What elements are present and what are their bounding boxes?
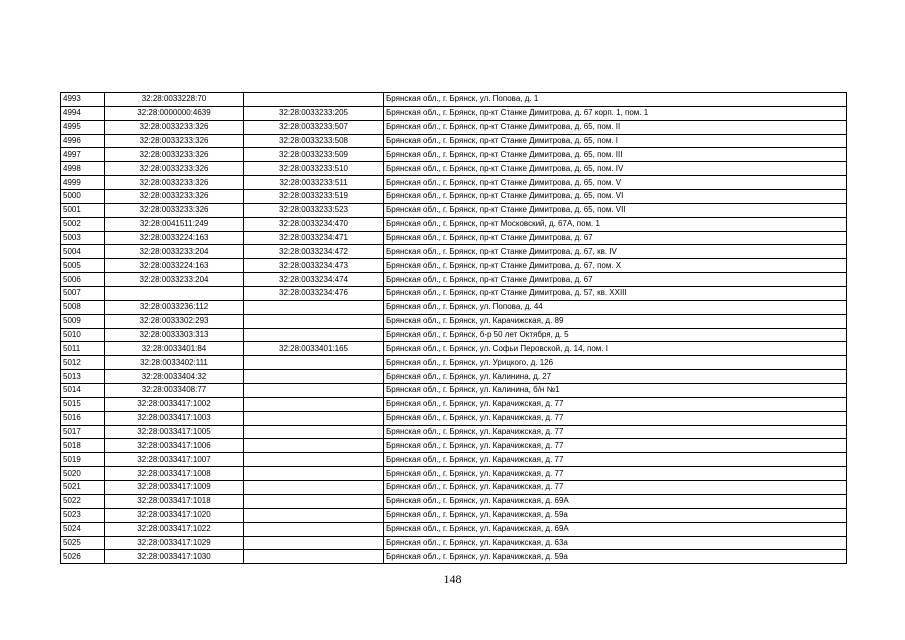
- address-cell: Брянская обл., г. Брянск, ул. Урицкого, д. 126: [384, 356, 847, 370]
- row-number-cell: 5020: [61, 467, 105, 481]
- address-cell: Брянская обл., г. Брянск, ул. Карачижская, д. 77: [384, 467, 847, 481]
- row-number-cell: 5012: [61, 356, 105, 370]
- cadastral-number-cell: 32:28:0033417:1009: [105, 481, 244, 495]
- cadastral-number-cell: 32:28:0033233:326: [105, 120, 244, 134]
- table-row: [61, 134, 847, 148]
- table-row: [61, 190, 847, 204]
- premises-cadastral-number-cell: [244, 356, 384, 370]
- table-row: [61, 273, 847, 287]
- table-row: [61, 106, 847, 120]
- cadastral-number-cell: 32:28:0033417:1020: [105, 508, 244, 522]
- cadastral-number-cell: 32:28:0033233:326: [105, 148, 244, 162]
- premises-cadastral-number-cell: [244, 439, 384, 453]
- row-number-cell: 5014: [61, 384, 105, 398]
- address-cell: Брянская обл., г. Брянск, ул. Софьи Перовской, д. 14, пом. I: [384, 342, 847, 356]
- row-number-cell: 5016: [61, 411, 105, 425]
- row-number-cell: 5022: [61, 494, 105, 508]
- premises-cadastral-number-cell: 32:28:0033233:509: [244, 148, 384, 162]
- table-row: [61, 259, 847, 273]
- cadastral-number-cell: 32:28:0041511:249: [105, 217, 244, 231]
- premises-cadastral-number-cell: 32:28:0033233:205: [244, 106, 384, 120]
- address-cell: Брянская обл., г. Брянск, ул. Карачижская, д. 63а: [384, 536, 847, 550]
- table-row: [61, 120, 847, 134]
- table-row: [61, 467, 847, 481]
- row-number-cell: 5010: [61, 328, 105, 342]
- cadastral-number-cell: 32:28:0033417:1008: [105, 467, 244, 481]
- cadastral-number-cell: 32:28:0033224:163: [105, 259, 244, 273]
- cadastral-number-cell: 32:28:0033417:1007: [105, 453, 244, 467]
- cadastral-number-cell: 32:28:0033401:84: [105, 342, 244, 356]
- table-row: [61, 300, 847, 314]
- table-row: [61, 481, 847, 495]
- premises-cadastral-number-cell: [244, 411, 384, 425]
- cadastral-number-cell: 32:28:0033417:1006: [105, 439, 244, 453]
- address-cell: Брянская обл., г. Брянск, ул. Попова, д. 1: [384, 93, 847, 107]
- row-number-cell: 5023: [61, 508, 105, 522]
- address-cell: Брянская обл., г. Брянск, ул. Карачижская, д. 69А: [384, 522, 847, 536]
- row-number-cell: 5003: [61, 231, 105, 245]
- row-number-cell: 5017: [61, 425, 105, 439]
- address-cell: Брянская обл., г. Брянск, пр-кт Станке Димитрова, д. 65, пом. III: [384, 148, 847, 162]
- row-number-cell: 5002: [61, 217, 105, 231]
- table-row: [61, 453, 847, 467]
- cadastral-number-cell: 32:28:0033228:70: [105, 93, 244, 107]
- premises-cadastral-number-cell: [244, 397, 384, 411]
- premises-cadastral-number-cell: 32:28:0033234:474: [244, 273, 384, 287]
- table-row: [61, 176, 847, 190]
- address-cell: Брянская обл., г. Брянск, ул. Карачижская, д. 77: [384, 397, 847, 411]
- cadastral-number-cell: 32:28:0033408:77: [105, 384, 244, 398]
- page-number: 148: [443, 572, 462, 586]
- row-number-cell: 4993: [61, 93, 105, 107]
- table-row: [61, 508, 847, 522]
- cadastral-number-cell: 32:28:0033233:326: [105, 162, 244, 176]
- premises-cadastral-number-cell: [244, 453, 384, 467]
- address-cell: Брянская обл., г. Брянск, пр-кт Московский, д. 67А, пом. 1: [384, 217, 847, 231]
- cadastral-number-cell: 32:28:0033233:326: [105, 134, 244, 148]
- row-number-cell: 4996: [61, 134, 105, 148]
- table-row: [61, 342, 847, 356]
- cadastral-number-cell: 32:28:0033233:326: [105, 203, 244, 217]
- row-number-cell: 5004: [61, 245, 105, 259]
- row-number-cell: 4998: [61, 162, 105, 176]
- row-number-cell: 5006: [61, 273, 105, 287]
- premises-cadastral-number-cell: 32:28:0033233:507: [244, 120, 384, 134]
- address-cell: Брянская обл., г. Брянск, ул. Карачижская, д. 77: [384, 425, 847, 439]
- premises-cadastral-number-cell: 32:28:0033234:470: [244, 217, 384, 231]
- premises-cadastral-number-cell: 32:28:0033233:511: [244, 176, 384, 190]
- address-cell: Брянская обл., г. Брянск, пр-кт Станке Димитрова, д. 65, пом. VII: [384, 203, 847, 217]
- row-number-cell: 5024: [61, 522, 105, 536]
- address-cell: Брянская обл., г. Брянск, пр-кт Станке Димитрова, д. 65, пом. I: [384, 134, 847, 148]
- premises-cadastral-number-cell: 32:28:0033233:508: [244, 134, 384, 148]
- row-number-cell: 5007: [61, 287, 105, 301]
- premises-cadastral-number-cell: [244, 370, 384, 384]
- address-cell: Брянская обл., г. Брянск, ул. Карачижская, д. 77: [384, 439, 847, 453]
- address-cell: Брянская обл., г. Брянск, пр-кт Станке Димитрова, д. 65, пом. V: [384, 176, 847, 190]
- premises-cadastral-number-cell: [244, 550, 384, 564]
- property-register-table: [60, 92, 847, 564]
- table-row: [61, 356, 847, 370]
- row-number-cell: 4997: [61, 148, 105, 162]
- table-row: [61, 494, 847, 508]
- cadastral-number-cell: 32:28:0033224:163: [105, 231, 244, 245]
- table-row: [61, 245, 847, 259]
- row-number-cell: 4995: [61, 120, 105, 134]
- table-row: [61, 536, 847, 550]
- address-cell: Брянская обл., г. Брянск, ул. Карачижская, д. 77: [384, 453, 847, 467]
- cadastral-number-cell: 32:28:0033302:293: [105, 314, 244, 328]
- row-number-cell: 5008: [61, 300, 105, 314]
- address-cell: Брянская обл., г. Брянск, пр-кт Станке Димитрова, д. 65, пом. II: [384, 120, 847, 134]
- premises-cadastral-number-cell: 32:28:0033234:476: [244, 287, 384, 301]
- cadastral-number-cell: 32:28:0033417:1003: [105, 411, 244, 425]
- table-body: [61, 93, 847, 564]
- table-row: [61, 231, 847, 245]
- address-cell: Брянская обл., г. Брянск, ул. Калинина, б/н №1: [384, 384, 847, 398]
- premises-cadastral-number-cell: [244, 508, 384, 522]
- cadastral-number-cell: 32:28:0033402:111: [105, 356, 244, 370]
- table-row: [61, 148, 847, 162]
- cadastral-number-cell: 32:28:0000000:4639: [105, 106, 244, 120]
- premises-cadastral-number-cell: [244, 425, 384, 439]
- address-cell: Брянская обл., г. Брянск, пр-кт Станке Димитрова, д. 67: [384, 273, 847, 287]
- row-number-cell: 5015: [61, 397, 105, 411]
- address-cell: Брянская обл., г. Брянск, ул. Калинина, д. 27: [384, 370, 847, 384]
- row-number-cell: 4999: [61, 176, 105, 190]
- table-row: [61, 411, 847, 425]
- row-number-cell: 5019: [61, 453, 105, 467]
- table-row: [61, 93, 847, 107]
- address-cell: Брянская обл., г. Брянск, ул. Карачижская, д. 59а: [384, 550, 847, 564]
- address-cell: Брянская обл., г. Брянск, ул. Попова, д. 44: [384, 300, 847, 314]
- premises-cadastral-number-cell: 32:28:0033233:519: [244, 190, 384, 204]
- table-row: [61, 550, 847, 564]
- premises-cadastral-number-cell: [244, 328, 384, 342]
- row-number-cell: 5013: [61, 370, 105, 384]
- cadastral-number-cell: 32:28:0033303:313: [105, 328, 244, 342]
- row-number-cell: 4994: [61, 106, 105, 120]
- row-number-cell: 5011: [61, 342, 105, 356]
- table-row: [61, 328, 847, 342]
- row-number-cell: 5026: [61, 550, 105, 564]
- premises-cadastral-number-cell: 32:28:0033234:473: [244, 259, 384, 273]
- address-cell: Брянская обл., г. Брянск, ул. Карачижская, д. 89: [384, 314, 847, 328]
- table-row: [61, 162, 847, 176]
- cadastral-number-cell: 32:28:0033233:326: [105, 190, 244, 204]
- address-cell: Брянская обл., г. Брянск, пр-кт Станке Димитрова, д. 57, кв. XXIII: [384, 287, 847, 301]
- address-cell: Брянская обл., г. Брянск, пр-кт Станке Димитрова, д. 67, пом. X: [384, 259, 847, 273]
- row-number-cell: 5009: [61, 314, 105, 328]
- cadastral-number-cell: [105, 287, 244, 301]
- table-row: [61, 384, 847, 398]
- row-number-cell: 5005: [61, 259, 105, 273]
- address-cell: Брянская обл., г. Брянск, пр-кт Станке Димитрова, д. 67: [384, 231, 847, 245]
- table-row: [61, 314, 847, 328]
- premises-cadastral-number-cell: 32:28:0033234:471: [244, 231, 384, 245]
- premises-cadastral-number-cell: 32:28:0033234:472: [244, 245, 384, 259]
- address-cell: Брянская обл., г. Брянск, ул. Карачижская, д. 77: [384, 411, 847, 425]
- cadastral-number-cell: 32:28:0033233:204: [105, 273, 244, 287]
- premises-cadastral-number-cell: [244, 300, 384, 314]
- table-row: [61, 439, 847, 453]
- row-number-cell: 5025: [61, 536, 105, 550]
- premises-cadastral-number-cell: [244, 314, 384, 328]
- table-row: [61, 217, 847, 231]
- address-cell: Брянская обл., г. Брянск, пр-кт Станке Димитрова, д. 65, пом. IV: [384, 162, 847, 176]
- address-cell: Брянская обл., г. Брянск, б-р 50 лет Октября, д. 5: [384, 328, 847, 342]
- cadastral-number-cell: 32:28:0033417:1030: [105, 550, 244, 564]
- table-row: [61, 522, 847, 536]
- address-cell: Брянская обл., г. Брянск, пр-кт Станке Димитрова, д. 67, кв. IV: [384, 245, 847, 259]
- premises-cadastral-number-cell: [244, 481, 384, 495]
- premises-cadastral-number-cell: [244, 467, 384, 481]
- row-number-cell: 5000: [61, 190, 105, 204]
- address-cell: Брянская обл., г. Брянск, ул. Карачижская, д. 59а: [384, 508, 847, 522]
- premises-cadastral-number-cell: [244, 522, 384, 536]
- cadastral-number-cell: 32:28:0033417:1018: [105, 494, 244, 508]
- premises-cadastral-number-cell: 32:28:0033233:510: [244, 162, 384, 176]
- premises-cadastral-number-cell: [244, 384, 384, 398]
- address-cell: Брянская обл., г. Брянск, пр-кт Станке Димитрова, д. 67 корп. 1, пом. 1: [384, 106, 847, 120]
- row-number-cell: 5001: [61, 203, 105, 217]
- premises-cadastral-number-cell: 32:28:0033401:165: [244, 342, 384, 356]
- cadastral-number-cell: 32:28:0033233:204: [105, 245, 244, 259]
- cadastral-number-cell: 32:28:0033236:112: [105, 300, 244, 314]
- row-number-cell: 5018: [61, 439, 105, 453]
- cadastral-number-cell: 32:28:0033417:1029: [105, 536, 244, 550]
- address-cell: Брянская обл., г. Брянск, ул. Карачижская, д. 77: [384, 481, 847, 495]
- table-row: [61, 425, 847, 439]
- cadastral-number-cell: 32:28:0033417:1022: [105, 522, 244, 536]
- cadastral-number-cell: 32:28:0033417:1005: [105, 425, 244, 439]
- premises-cadastral-number-cell: [244, 536, 384, 550]
- cadastral-number-cell: 32:28:0033233:326: [105, 176, 244, 190]
- table-row: [61, 203, 847, 217]
- cadastral-number-cell: 32:28:0033404:32: [105, 370, 244, 384]
- cadastral-number-cell: 32:28:0033417:1002: [105, 397, 244, 411]
- table-row: [61, 287, 847, 301]
- table-row: [61, 397, 847, 411]
- premises-cadastral-number-cell: [244, 93, 384, 107]
- address-cell: Брянская обл., г. Брянск, ул. Карачижская, д. 69А: [384, 494, 847, 508]
- row-number-cell: 5021: [61, 481, 105, 495]
- table-row: [61, 370, 847, 384]
- premises-cadastral-number-cell: 32:28:0033233:523: [244, 203, 384, 217]
- premises-cadastral-number-cell: [244, 494, 384, 508]
- address-cell: Брянская обл., г. Брянск, пр-кт Станке Димитрова, д. 65, пом. VI: [384, 190, 847, 204]
